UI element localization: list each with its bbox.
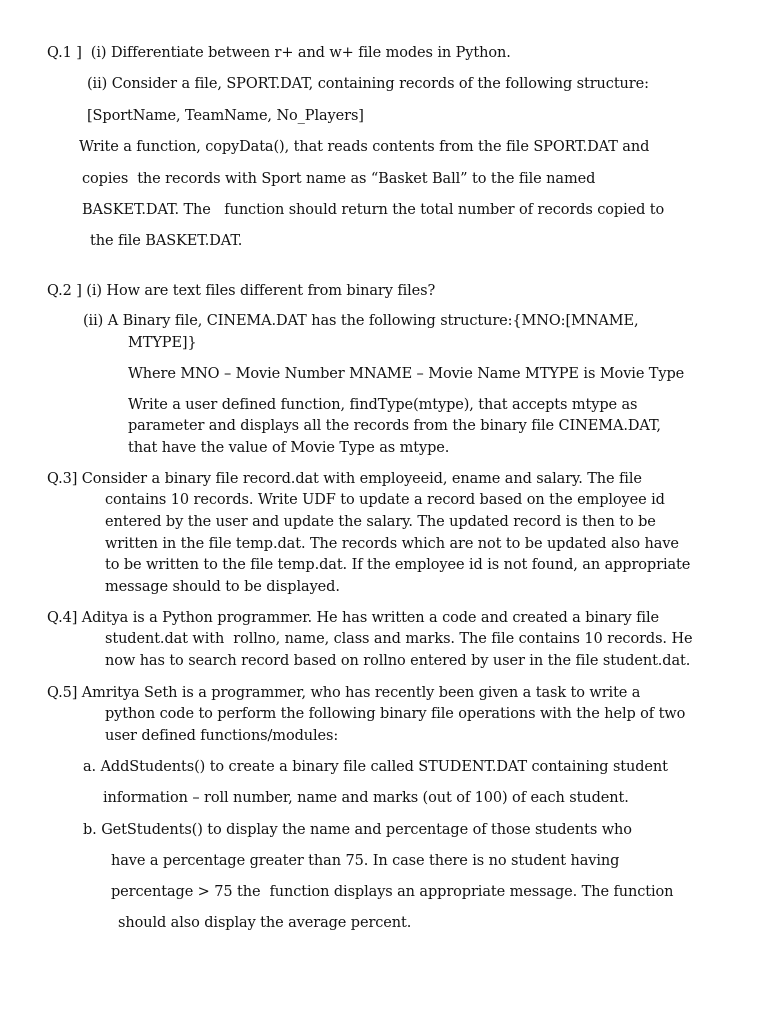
- q5-item-a: a. AddStudents() to create a binary file called STUDENT.DAT containing student: [83, 759, 668, 775]
- q2-body-line: parameter and displays all the records from the binary file CINEMA.DAT,: [128, 418, 661, 434]
- q5-item-b-cont: should also display the average percent.: [118, 915, 412, 931]
- q1-part-ii: (ii) Consider a file, SPORT.DAT, containing records of the following structure:: [87, 76, 649, 92]
- q2-body-line: that have the value of Movie Type as mtype.: [128, 440, 450, 456]
- q3-body-line: to be written to the file temp.dat. If the employee id is not found, an appropriate: [105, 557, 691, 573]
- q3-body-line: contains 10 records. Write UDF to update a record based on the employee id: [105, 492, 665, 508]
- q5-body-line: user defined functions/modules:: [105, 728, 339, 744]
- q5-item-b-cont: percentage > 75 the function displays an appropriate message. The function: [111, 884, 674, 900]
- q3-body-line: written in the file temp.dat. The records which are not to be updated also have: [105, 536, 679, 552]
- q5-body-line: python code to perform the following binary file operations with the help of two: [105, 706, 686, 722]
- q1-body-line: Write a function, copyData(), that reads contents from the file SPORT.DAT and: [79, 139, 650, 155]
- q2-part-ii: (ii) A Binary file, CINEMA.DAT has the following structure:{MNO:[MNAME,: [83, 313, 639, 329]
- q1-structure: [SportName, TeamName, No_Players]: [87, 108, 364, 124]
- q1-body-line: copies the records with Sport name as “Basket Ball” to the file named: [82, 171, 596, 187]
- q4-body-line: now has to search record based on rollno entered by user in the file student.dat.: [105, 653, 691, 669]
- q2-structure-cont: MTYPE]}: [128, 335, 197, 351]
- q3-body-line: entered by the user and update the salary. The updated record is then to be: [105, 514, 656, 530]
- q5-item-b-cont: have a percentage greater than 75. In case there is no student having: [111, 853, 620, 869]
- q5-item-a-cont: information – roll number, name and marks (out of 100) of each student.: [103, 790, 629, 806]
- q2-body-line: Write a user defined function, findType(mtype), that accepts mtype as: [128, 397, 638, 413]
- q4-heading-line: Q.4] Aditya is a Python programmer. He has written a code and created a binary file: [47, 610, 659, 626]
- q1-body-line: BASKET.DAT. The function should return the total number of records copied to: [82, 202, 665, 218]
- q1-part-i: Q.1 ] (i) Differentiate between r+ and w+ file modes in Python.: [47, 45, 511, 61]
- q1-body-line: the file BASKET.DAT.: [90, 233, 243, 249]
- q5-heading-line: Q.5] Amritya Seth is a programmer, who has recently been given a task to write a: [47, 685, 641, 701]
- q3-body-line: message should to be displayed.: [105, 579, 340, 595]
- q3-heading-line: Q.3] Consider a binary file record.dat with employeeid, ename and salary. The file: [47, 471, 642, 487]
- q5-item-b: b. GetStudents() to display the name and percentage of those students who: [83, 822, 632, 838]
- q2-part-i: Q.2 ] (i) How are text files different from binary files?: [47, 283, 436, 299]
- q2-field-definitions: Where MNO – Movie Number MNAME – Movie Name MTYPE is Movie Type: [128, 366, 685, 382]
- q4-body-line: student.dat with rollno, name, class and marks. The file contains 10 records. He: [105, 631, 693, 647]
